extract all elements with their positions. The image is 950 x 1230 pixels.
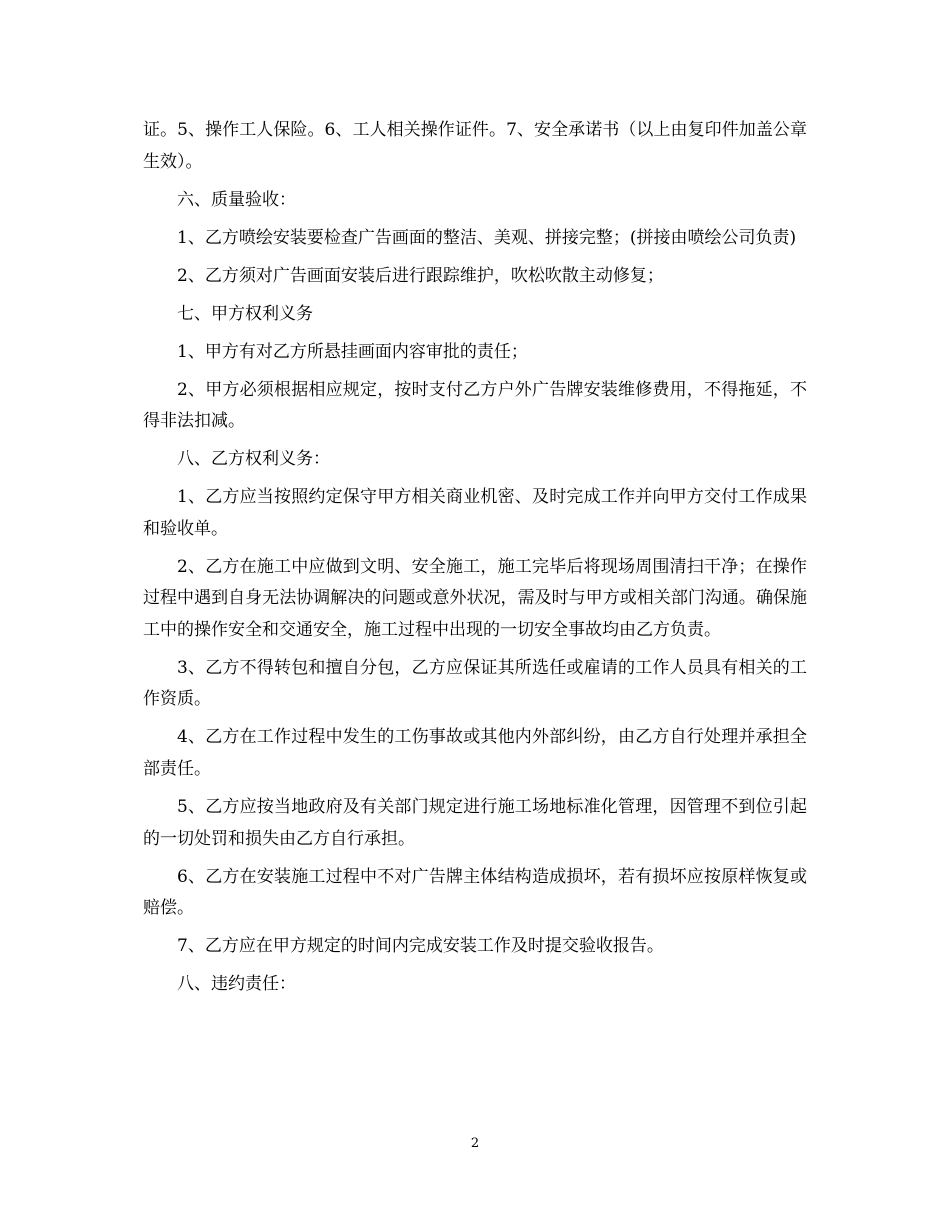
paragraph: 4、乙方在工作过程中发生的工伤事故或其他内外部纠纷，由乙方自行处理并承担全部责任。 — [143, 727, 807, 779]
paragraph: 3、乙方不得转包和擅自分包，乙方应保证其所选任或雇请的工作人员具有相关的工作资质。 — [143, 657, 807, 710]
paragraph: 2、乙方须对广告画面安装后进行跟踪维护，吹松吹散主动修复； — [177, 265, 664, 286]
paragraph: 七、甲方权利义务 — [177, 303, 313, 324]
paragraph: 证。5、操作工人保险。6、工人相关操作证件。7、安全承诺书（以上由复印件加盖公章生效）。 — [143, 120, 807, 172]
paragraph: 6、乙方在安装施工过程中不对广告牌主体结构造成损坏，若有损坏应按原样恢复或赔偿。 — [143, 866, 807, 919]
paragraph: 1、乙方喷绘安装要检查广告画面的整洁、美观、拼接完整；(拼接由喷绘公司负责) — [177, 227, 797, 248]
page-number: 2 — [470, 1136, 480, 1151]
document-body — [143, 115, 807, 1007]
paragraph: 2、乙方在施工中应做到文明、安全施工，施工完毕后将现场周围清扫干净；在操作过程中遇到自身无法协调解决的问题或意外状况，需及时与甲方或相关部门沟通。确保施工中的操作安全和交通安全，施工过程中出现的一切安全事故均由乙方负责。 — [143, 556, 807, 640]
paragraph: 2、甲方必须根据相应规定，按时支付乙方户外广告牌安装维修费用，不得拖延，不得非法扣减。 — [143, 379, 807, 432]
paragraph: 八、违约责任： — [177, 974, 296, 995]
paragraph: 1、甲方有对乙方所悬挂画面内容审批的责任； — [177, 341, 528, 362]
paragraph: 六、质量验收： — [177, 189, 296, 210]
paragraph: 八、乙方权利义务： — [177, 449, 330, 470]
paragraph: 7、乙方应在甲方规定的时间内完成安装工作及时提交验收报告。 — [177, 936, 664, 957]
paragraph: 5、乙方应按当地政府及有关部门规定进行施工场地标准化管理，因管理不到位引起的一切处罚和损失由乙方自行承担。 — [143, 796, 807, 849]
paragraph: 1、乙方应当按照约定保守甲方相关商业机密、及时完成工作并向甲方交付工作成果和验收单。 — [143, 487, 807, 539]
